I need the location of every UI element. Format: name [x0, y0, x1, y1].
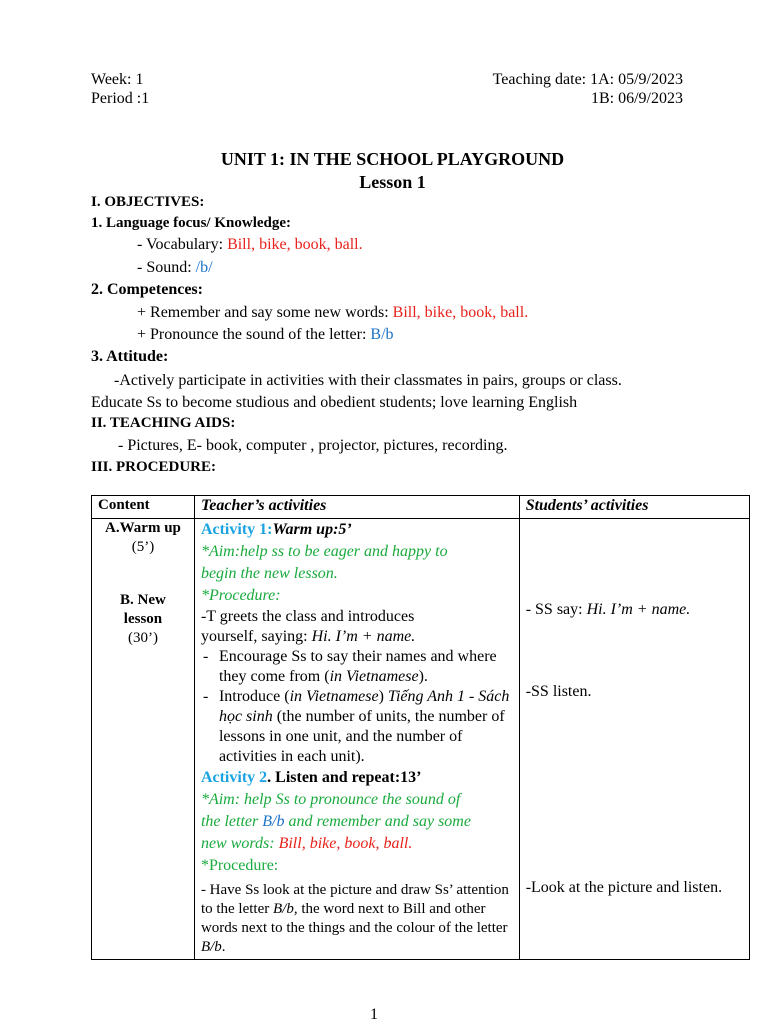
greeting-phrase: Hi. I’m + name.	[311, 628, 416, 645]
vocabulary-words: Bill, bike, book, ball.	[227, 236, 363, 253]
aim-2-letter: B/b	[262, 813, 285, 830]
warm-up-label: A.Warm up	[105, 520, 181, 536]
students-cell	[519, 519, 749, 960]
greeting-intro: yourself, saying:	[200, 628, 312, 645]
new-lesson-label-1: B. New	[120, 592, 166, 608]
bullet-2-mid: )	[378, 688, 388, 705]
teaching-date-1a: Teaching date: 1A: 05/9/2023	[492, 71, 683, 88]
step-end: .	[221, 939, 226, 955]
activity-1-procedure: *Procedure:	[200, 587, 281, 604]
knowledge-heading: 1. Language focus/ Knowledge:	[91, 215, 292, 231]
bullet-2-italic: in Vietnamese	[289, 688, 379, 705]
list-item	[201, 647, 513, 687]
week-label: Week: 1	[91, 71, 144, 88]
aim-3-words: Bill, bike, book, ball.	[278, 835, 413, 852]
table-header-row	[92, 496, 750, 519]
objectives-heading: I. OBJECTIVES:	[91, 194, 205, 210]
activity-2-procedure: *Procedure:	[200, 857, 279, 874]
attitude-heading: 3. Attitude:	[91, 348, 169, 365]
students-look-listen: -Look at the picture and listen.	[525, 879, 723, 896]
sound-value: /b/	[195, 259, 213, 276]
table-row	[92, 519, 750, 960]
competence-1	[137, 303, 528, 322]
teacher-cell	[194, 519, 519, 960]
new-lesson-label-2: lesson	[123, 611, 163, 627]
lesson-title: Lesson 1	[359, 172, 426, 192]
activity-1-step-1: -T greets the class and introduces	[200, 608, 415, 625]
bullet-1-end: ).	[418, 668, 428, 685]
activity-2-aim-1: *Aim: help Ss to pronounce the sound of	[200, 791, 461, 808]
bullet-2-book-title: Tiếng Anh 1 - Sách học sinh	[218, 688, 510, 725]
students-say-text: - SS say:	[525, 601, 587, 618]
period-label: Period :1	[91, 90, 150, 107]
competence-1-label: + Remember and say some new words:	[137, 304, 393, 321]
vocabulary-label: - Vocabulary:	[137, 236, 228, 253]
content-cell	[92, 519, 195, 960]
bullet-2-end: (the number of units, the number of lessons in one unit, and the number of activities in each unit).	[218, 708, 505, 765]
column-header-teacher: Teacher’s activities	[194, 496, 519, 519]
competence-2	[137, 325, 394, 344]
activity-2-aim-2	[201, 811, 513, 833]
list-item	[201, 687, 513, 767]
bullet-1-text: Encourage Ss to say their names and where they come from (	[218, 648, 497, 685]
competence-2-label: + Pronounce the sound of the letter:	[137, 326, 371, 343]
aim-2-rest: and remember and say some	[284, 813, 471, 830]
step-letter-1: B/b	[273, 901, 294, 917]
sound-line	[137, 258, 213, 277]
competence-1-words: Bill, bike, book, ball.	[392, 304, 529, 321]
attitude-line-1: -Actively participate in activities with their classmates in pairs, groups or class.	[114, 372, 622, 389]
procedure-heading: III. PROCEDURE:	[91, 459, 217, 475]
activity-1-title: Warm up:5’	[272, 521, 352, 538]
activity-2-title: . Listen and repeat:13’	[267, 769, 422, 786]
aim-2-text: the letter	[200, 813, 263, 830]
teaching-aids-items: - Pictures, E- book, computer , projector, pictures, recording.	[118, 437, 508, 454]
vocabulary-line	[137, 235, 363, 254]
sound-label: - Sound:	[137, 259, 196, 276]
procedure-table	[91, 495, 750, 960]
activity-1-bullets	[201, 647, 513, 767]
competences-heading: 2. Competences:	[91, 281, 203, 298]
competence-2-letter: B/b	[370, 326, 394, 343]
step-text-1: - Have Ss look at the picture and draw Ss’ attention to the letter	[200, 882, 509, 917]
activity-1-aim-1: *Aim:help ss to be eager and happy to	[200, 543, 448, 560]
teaching-aids-heading: II. TEACHING AIDS:	[91, 415, 236, 431]
step-text-2: , the word next to Bill and other words next to the things and the colour of the letter	[200, 901, 508, 936]
teaching-date-1b: 1B: 06/9/2023	[590, 90, 683, 107]
page-number: 1	[370, 1006, 378, 1023]
step-letter-2: B/b	[200, 939, 222, 955]
column-header-students: Students’ activities	[519, 496, 749, 519]
column-header-content: Content	[92, 496, 195, 519]
bullet-1-italic: in Vietnamese	[329, 668, 419, 685]
students-say	[526, 600, 691, 620]
activity-1-heading	[201, 519, 513, 541]
students-say-phrase: Hi. I’m + name.	[586, 601, 691, 618]
warm-up-time: (5’)	[131, 539, 155, 555]
activity-2-label: Activity 2	[200, 769, 268, 786]
activity-1-aim-2: begin the new lesson.	[200, 565, 338, 582]
unit-title: UNIT 1: IN THE SCHOOL PLAYGROUND	[220, 149, 565, 169]
activity-1-label: Activity 1:	[200, 521, 273, 538]
aim-3-text: new words:	[200, 835, 279, 852]
bullet-2-text: Introduce (	[218, 688, 290, 705]
activity-1-step-1b	[201, 627, 513, 647]
activity-2-step	[201, 881, 513, 957]
attitude-line-2: Educate Ss to become studious and obedient students; love learning English	[91, 394, 578, 411]
activity-2-aim-3	[201, 833, 513, 855]
new-lesson-time: (30’)	[127, 630, 158, 646]
activity-2-heading	[201, 767, 513, 789]
students-listen: -SS listen.	[525, 683, 592, 700]
